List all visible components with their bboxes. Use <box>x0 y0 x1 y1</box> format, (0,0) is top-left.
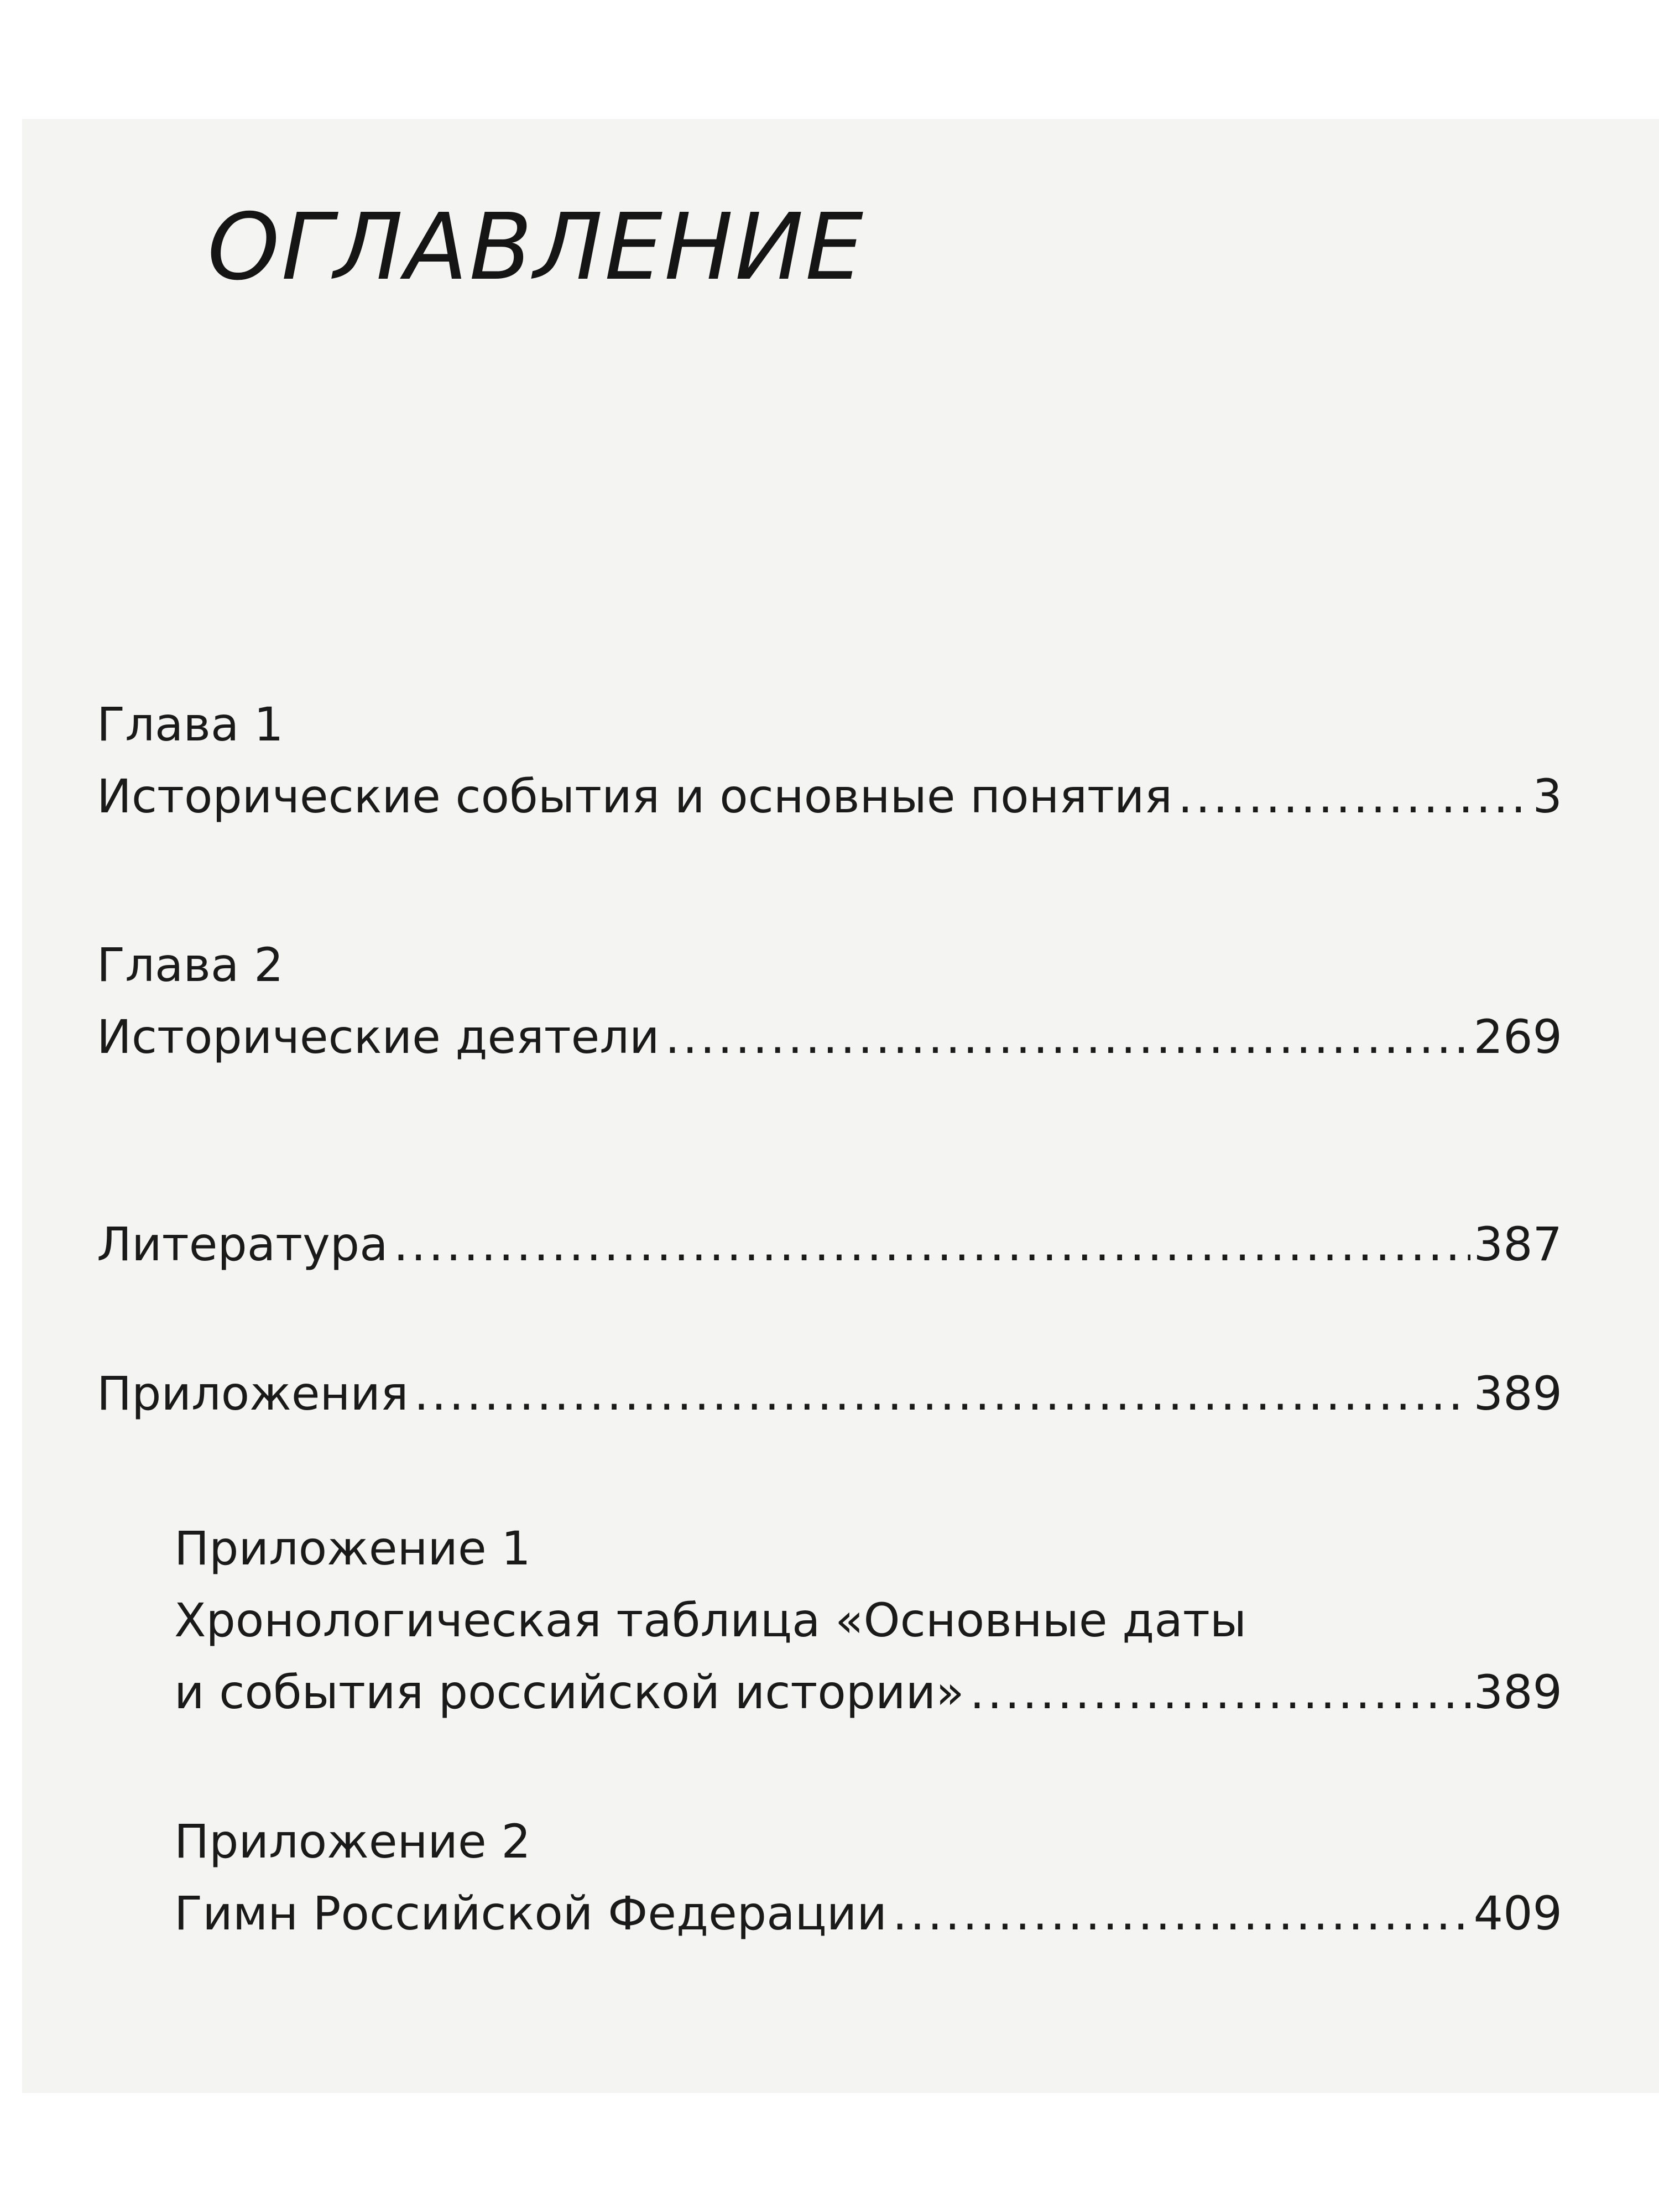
toc-appendix-title-line-2: и события российской истории» ..... 389 <box>174 1656 1562 1728</box>
dot-leader <box>414 1358 1470 1430</box>
dot-leader <box>1178 760 1530 832</box>
toc-entry-chapter-2 <box>97 929 1562 1073</box>
toc-entry-appendices <box>97 1358 1562 1430</box>
page-number: 389 <box>1473 1665 1562 1720</box>
toc-title: Литература <box>97 1217 388 1271</box>
toc-chapter-label: Глава 1 <box>97 697 284 752</box>
toc-chapter-label: Глава 2 <box>97 938 284 992</box>
toc-entry-appendix-2 <box>174 1806 1562 1949</box>
dot-leader <box>394 1208 1470 1280</box>
dot-leader <box>893 1877 1470 1949</box>
page-number: 389 <box>1473 1366 1562 1421</box>
dot-leader <box>665 1001 1470 1073</box>
toc-appendix-title-line <box>174 1877 1562 1949</box>
book-page <box>22 119 1659 2093</box>
page-number: 409 <box>1473 1886 1562 1941</box>
toc-title-line <box>97 1358 1562 1430</box>
toc-appendix-label: Приложение 1 <box>174 1521 531 1575</box>
toc-title-line <box>97 1208 1562 1280</box>
toc-entry-chapter-1 <box>97 688 1562 832</box>
toc-appendix-title-line-1: Хронологическая таблица «Основные даты <box>174 1593 1247 1648</box>
toc-entry-appendix-1 <box>174 1512 1562 1729</box>
page-number: 387 <box>1473 1217 1562 1271</box>
toc-chapter-title: Исторические деятели <box>97 1010 660 1065</box>
toc-chapter-title: Исторические события и основные понятия <box>97 769 1173 824</box>
page-number: 3 <box>1532 769 1562 824</box>
toc-title: Приложения <box>97 1366 409 1421</box>
toc-entry-literature <box>97 1208 1562 1280</box>
page-number: 269 <box>1473 1010 1562 1065</box>
dot-leader <box>970 1656 1470 1728</box>
toc-chapter-title-line <box>97 760 1562 832</box>
toc-appendix-label: Приложение 2 <box>174 1814 531 1869</box>
page-title: ОГЛАВЛЕНИЕ <box>207 194 865 301</box>
toc-chapter-title-line <box>97 1001 1562 1073</box>
toc-appendix-title: Гимн Российской Федерации <box>174 1886 887 1941</box>
